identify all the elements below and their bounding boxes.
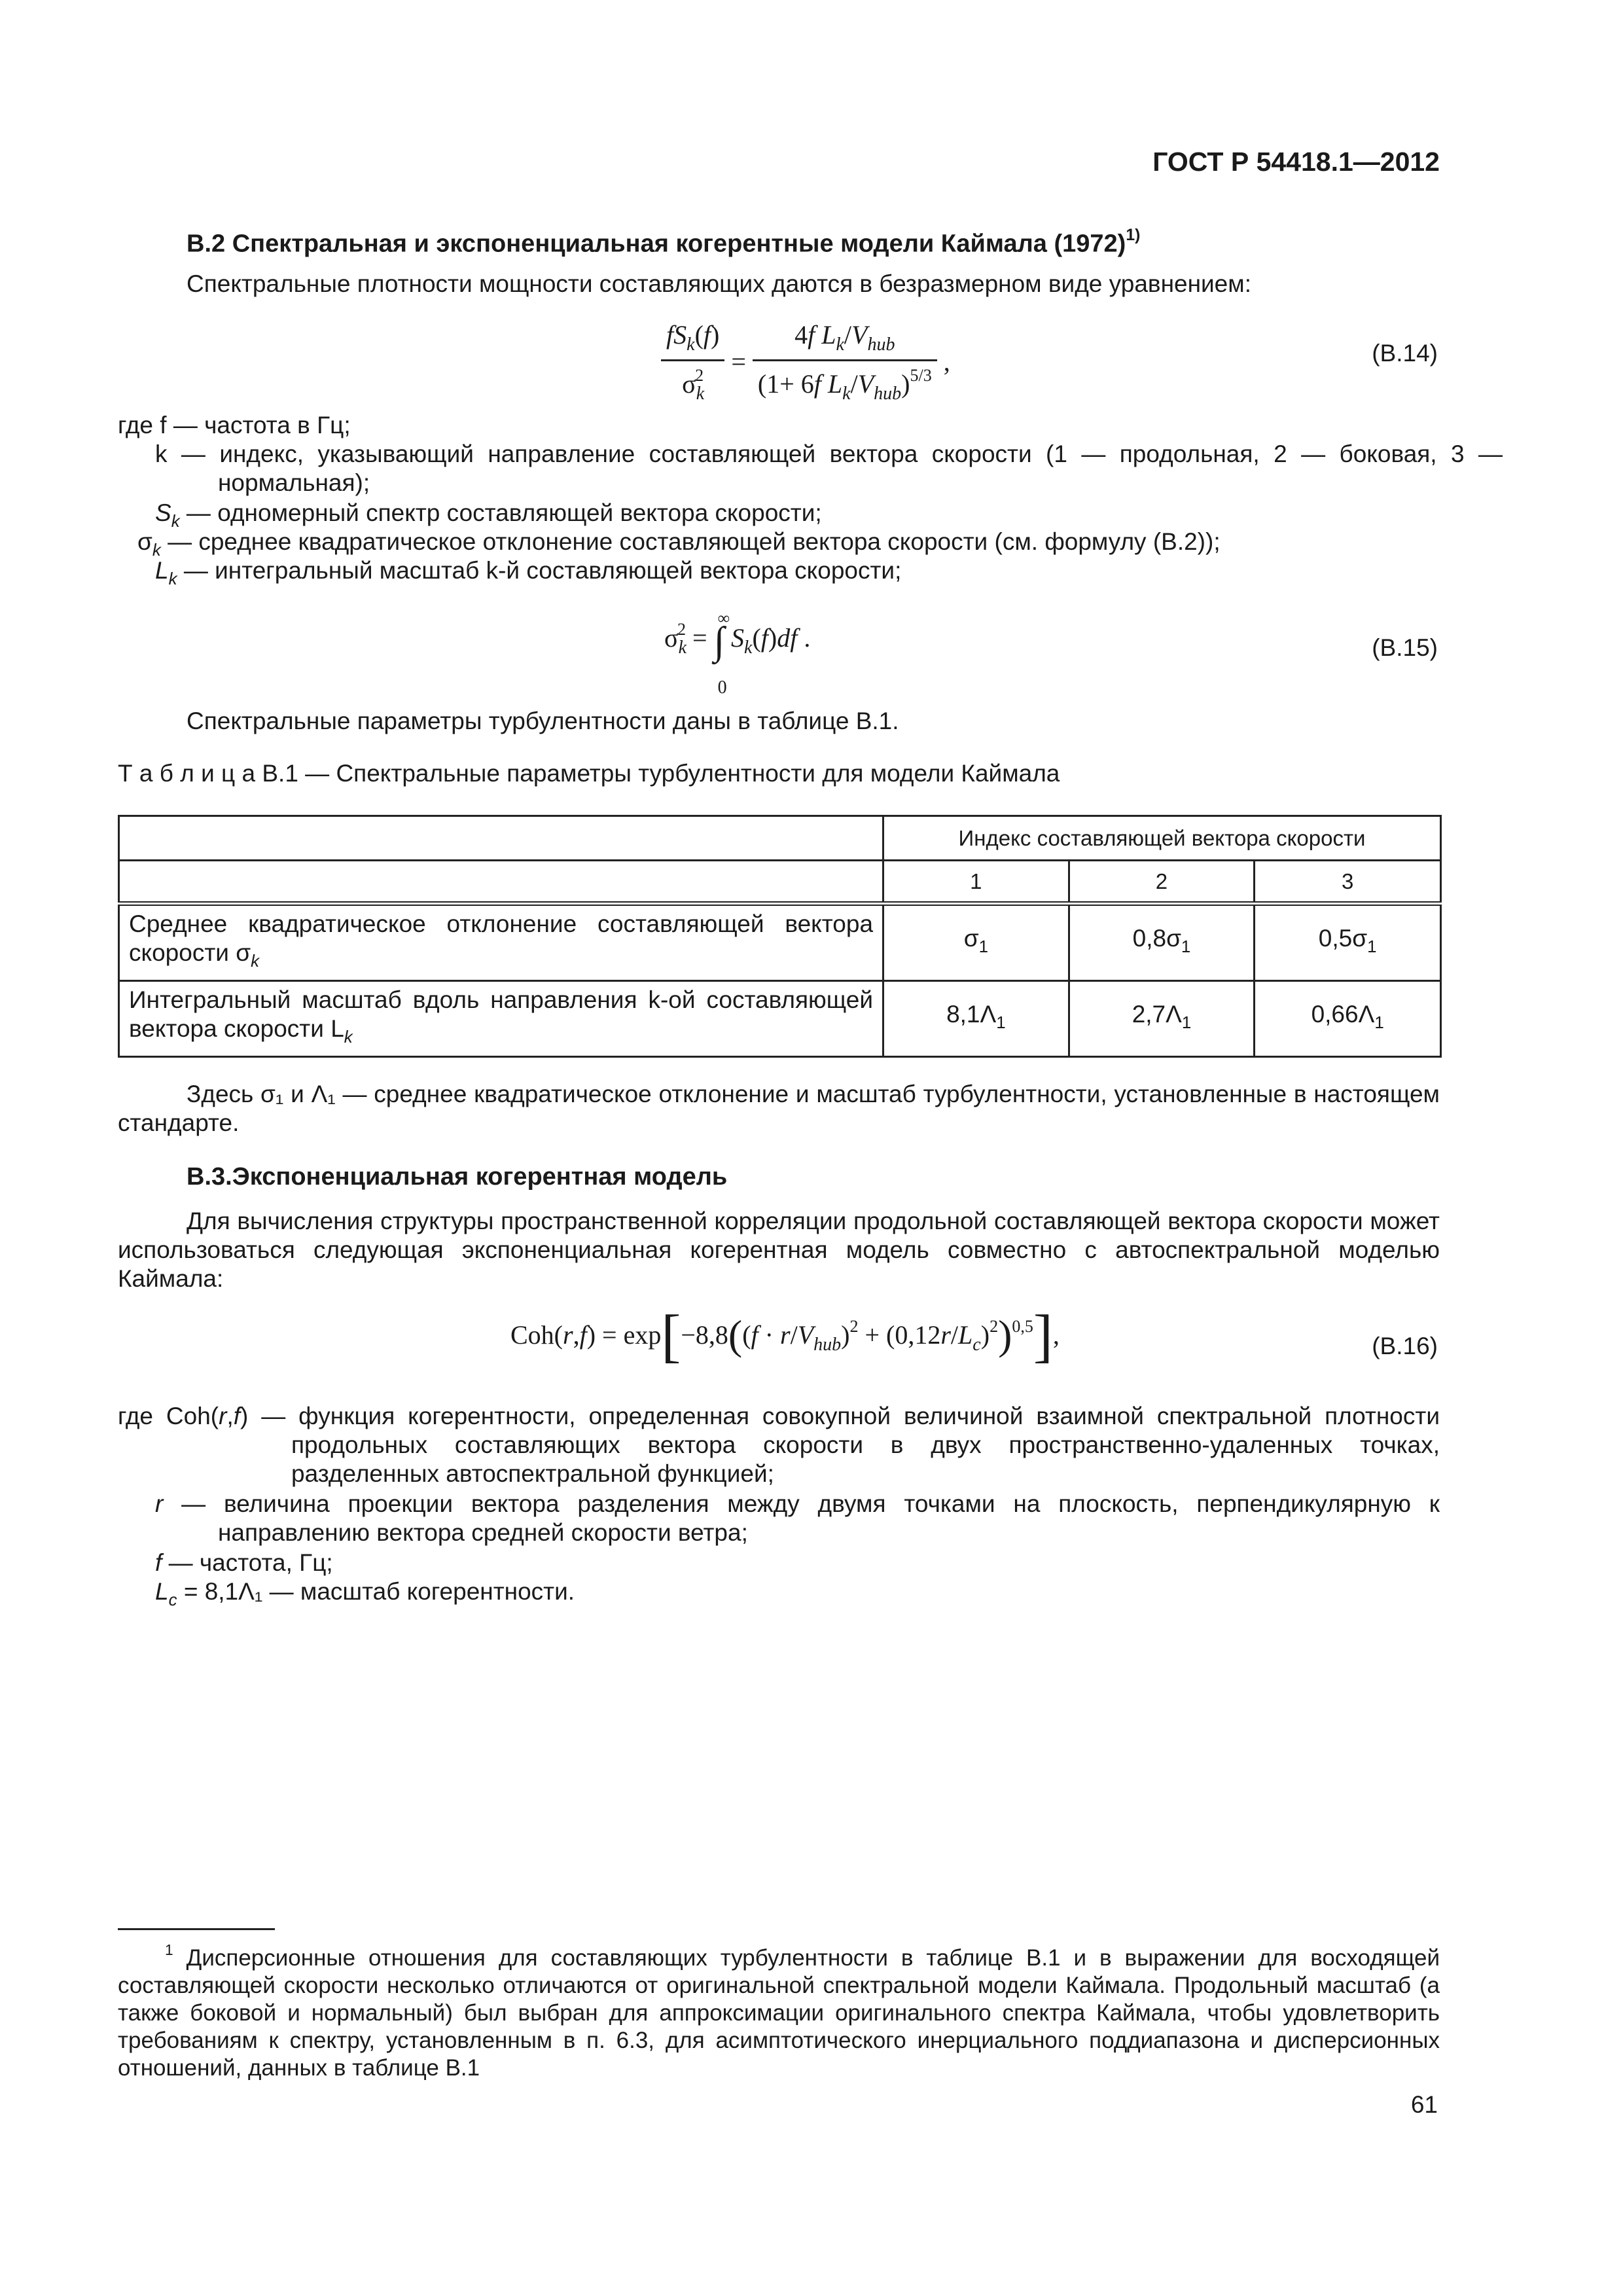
- table-column-header-row: [119, 861, 1441, 904]
- table-row-label: Среднее квадратическое отклонение составляющей вектора скорости $\sigma_k$: [119, 904, 883, 981]
- section-heading-b2: [187, 221, 1140, 258]
- definition-k: k — индекс, указывающий направление составляющей вектора скорости (1 — продольная, 2 — боковая, 3 — нормальная);: [155, 440, 1503, 496]
- footnote-text: Дисперсионные отношения для составляющих турбулентности в таблице В.1 и в выражении для восходящей составляющей скорости несколько отличаются от оригинальной спектральной модели Каймала. Продольный масштаб (а также боковой и нормальный) был выбран для аппроксимации оригинального спектра Каймала, чтобы удовлетворить требованиям к спектру, установленным в п. 6.3, для асимптотического инерциального поддиапазона и дисперсионных отношений, данных в таблице В.1: [118, 1945, 1440, 2081]
- footnote-mark: 1: [165, 1941, 173, 1958]
- table-cell: $0,8\sigma_1$: [1069, 904, 1255, 981]
- table-corner-cell: [119, 816, 883, 861]
- definition-coh: где Coh(r,f) — функция когерентности, определенная совокупной величиной взаимной спектральной плотности продольных составляющих вектора скорости в двух пространственно-удаленных точках, разделенных автоспектральной функцией;: [118, 1403, 1440, 1487]
- table-cell: $2,7\Lambda_1$: [1069, 981, 1255, 1057]
- section-title: В.2 Спектральная и экспоненциальная когерентные модели Каймала (1972): [187, 230, 1126, 258]
- table-group-header: Индекс составляющей вектора скорости: [883, 816, 1441, 861]
- section-heading-b3: В.3.Экспоненциальная когерентная модель: [187, 1163, 728, 1191]
- table-caption: Т а б л и ц а В.1 — Спектральные параметры турбулентности для модели Каймала: [118, 760, 1060, 787]
- table-column-header: 3: [1255, 861, 1441, 904]
- table-b1: [118, 815, 1442, 1058]
- equation-number-b14: (В.14): [1372, 340, 1438, 367]
- page-number: 61: [1410, 2091, 1438, 2118]
- table-row: [119, 904, 1441, 981]
- note-paragraph: Здесь σ₁ и Λ₁ — среднее квадратическое отклонение и масштаб турбулентности, установленные в настоящем стандарте.: [118, 1081, 1440, 1136]
- definition-sigma: $\sigma_k$ — среднее квадратическое отклонение составляющей вектора скорости (см. формулу (В.2));: [137, 528, 1221, 560]
- definition-f2: f — частота, Гц;: [155, 1549, 333, 1576]
- definition-r: r — величина проекции вектора разделения между двумя точками на плоскость, перпендикулярную к направлению вектора средней скорости ветра;: [155, 1490, 1440, 1546]
- table-column-header: 1: [883, 861, 1069, 904]
- table-cell: $0,5\sigma_1$: [1255, 904, 1441, 981]
- equation-b14: $\frac{fS_k(f)}{\sigma_k^2}$ = $\frac{4f L_k/V_{hub}}{(1+ 6f L_k/V_{hub})^{5/3}}$ ,: [661, 321, 1250, 408]
- table-row: [119, 981, 1441, 1057]
- equation-number-b15: (В.15): [1372, 634, 1438, 661]
- equation-number-b16: (В.16): [1372, 1333, 1438, 1359]
- table-cell: $\sigma_1$: [883, 904, 1069, 981]
- table-empty-header-cell: [119, 861, 883, 904]
- definition-lc: $L_c = 8,1\Lambda_1$ — масштаб когерентности.: [155, 1578, 575, 1610]
- intro-paragraph: Спектральные плотности мощности составляющих даются в безразмерном виде уравнением:: [187, 270, 1251, 297]
- table-group-header-row: [119, 816, 1441, 861]
- intro-b3-paragraph: Для вычисления структуры пространственной корреляции продольной составляющей вектора скорости может использоваться следующая экспоненциальная когерентная модель совместно с автоспектральной моделью Каймала:: [118, 1208, 1440, 1292]
- footnote-ref: 1): [1126, 226, 1141, 244]
- table-cell: $8,1\Lambda_1$: [883, 981, 1069, 1057]
- definition-sk: $S_k$ — одномерный спектр составляющей вектора скорости;: [155, 499, 822, 531]
- table-cell: $0,66\Lambda_1$: [1255, 981, 1441, 1057]
- table-row-label: Интегральный масштаб вдоль направления k-ой составляющей вектора скорости $L_k$: [119, 981, 883, 1057]
- footnote-rule: [118, 1928, 275, 1930]
- table-column-header: 2: [1069, 861, 1255, 904]
- spectral-params-paragraph: Спектральные параметры турбулентности даны в таблице В.1.: [187, 708, 899, 734]
- equation-b15: $\sigma_k^2$ = ∫ ∞ 0 $S_k(f)df$ .: [664, 609, 811, 698]
- equation-b16: $Coh(r,f) = \exp[-8,8((f \cdot r/V_{hub})^2 + (0,12r/L_c)^2)^{0,5}]$,: [510, 1304, 1060, 1369]
- document-code: ГОСТ Р 54418.1—2012: [1152, 147, 1440, 177]
- definition-f: где f — частота в Гц;: [118, 412, 351, 439]
- definition-lk: $L_k$ — интегральный масштаб k-й составляющей вектора скорости;: [155, 557, 902, 589]
- footnote: [118, 1936, 1440, 2082]
